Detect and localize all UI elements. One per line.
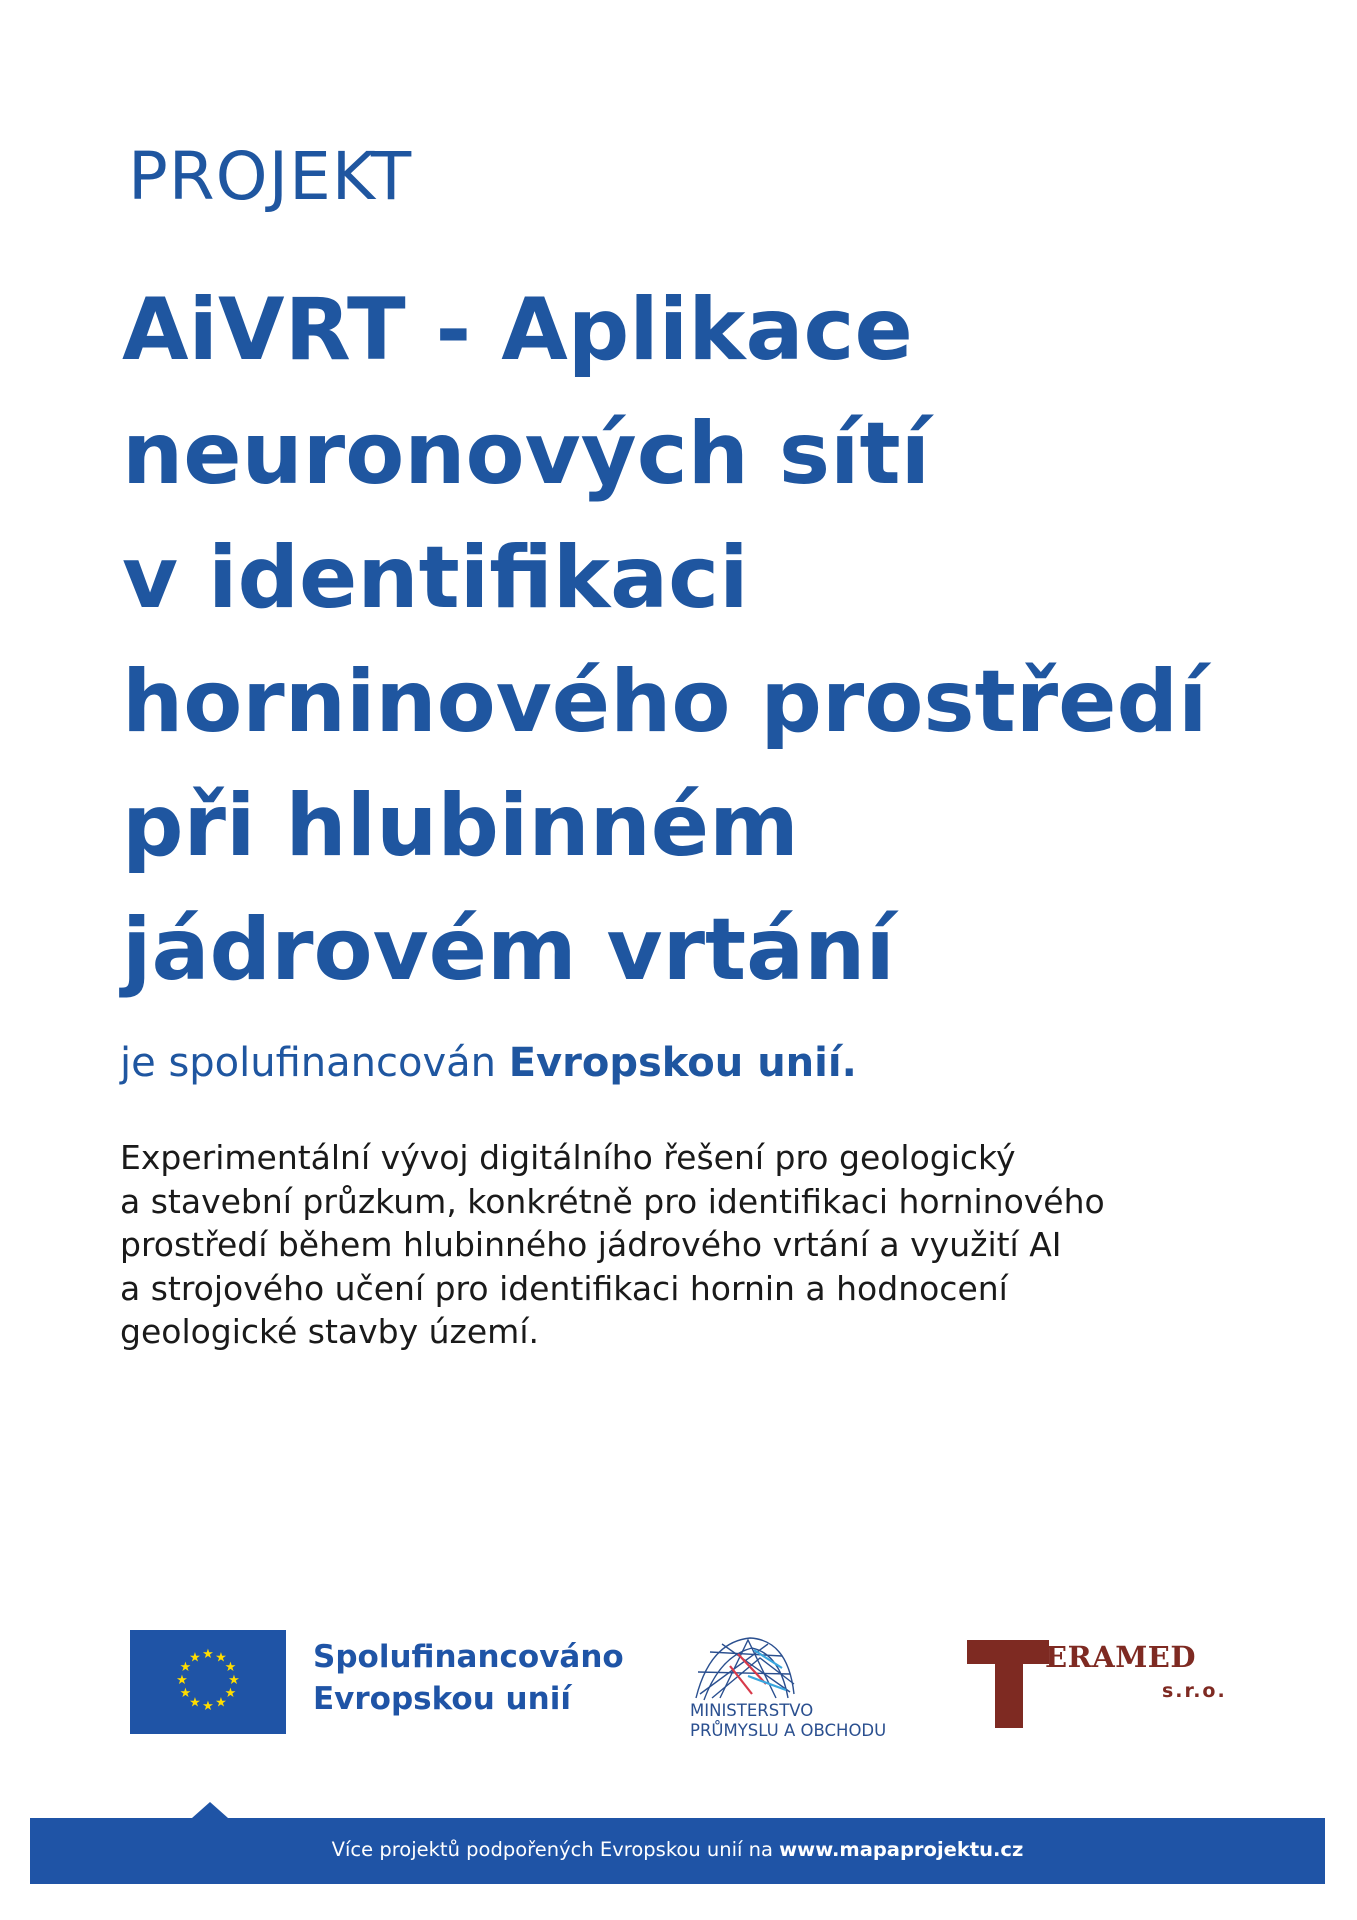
eu-flag-logo: [130, 1630, 286, 1734]
svg-text:★: ★: [202, 1647, 214, 1662]
teramed-logo: [967, 1638, 1237, 1734]
svg-text:★: ★: [189, 1650, 201, 1666]
footer-link[interactable]: www.mapaprojektu.cz: [779, 1838, 1024, 1861]
teramed-t-mark-icon: [967, 1640, 1049, 1728]
project-title: [122, 268, 1208, 1012]
svg-text:★: ★: [215, 1695, 227, 1711]
mpo-text-line: MINISTERSTVO: [690, 1701, 814, 1720]
teramed-name: ERAMED: [1045, 1640, 1197, 1674]
footer-prefix: Více projektů podpořených Evropskou unií na: [331, 1838, 773, 1861]
mpo-text-line: PRŮMYSLU A OBCHODU: [690, 1721, 887, 1740]
eu-cofinanced-text: [313, 1636, 624, 1720]
svg-text:★: ★: [202, 1699, 214, 1714]
svg-text:★: ★: [215, 1650, 227, 1666]
svg-text:★: ★: [224, 1686, 237, 1701]
title-line: v identifikaci: [122, 528, 749, 628]
title-line: neuronových sítí: [122, 404, 931, 504]
description-line: a stavební průzkum, konkrétně pro identifikaci horninového: [120, 1181, 1105, 1221]
cofinancing-emphasis: Evropskou unií.: [508, 1040, 857, 1086]
description-line: Experimentální vývoj digitálního řešení pro geologický: [120, 1138, 1016, 1177]
teramed-suffix: s.r.o.: [1162, 1680, 1227, 1702]
svg-text:★: ★: [189, 1695, 201, 1711]
svg-text:★: ★: [176, 1673, 188, 1688]
eu-stars-icon: [130, 1630, 286, 1734]
mpo-logo-text: [690, 1701, 886, 1741]
project-description: [120, 1136, 1240, 1354]
title-line: AiVRT - Aplikace: [122, 280, 913, 380]
mpo-globe-icon: [690, 1632, 798, 1704]
svg-text:★: ★: [179, 1660, 192, 1675]
footer-bar: [30, 1818, 1325, 1884]
title-line: horninového prostředí: [122, 652, 1208, 752]
description-line: geologické stavby území.: [120, 1312, 539, 1351]
svg-text:★: ★: [228, 1673, 240, 1688]
eu-text-line: Evropskou unií: [313, 1681, 571, 1717]
svg-text:★: ★: [179, 1686, 192, 1701]
eu-text-line: Spolufinancováno: [313, 1639, 624, 1675]
cofinancing-statement: [120, 1040, 857, 1086]
title-line: při hlubinném: [122, 776, 799, 876]
title-line: jádrovém vrtání: [122, 900, 895, 1000]
description-line: prostředí během hlubinného jádrového vrtání a využití AI: [120, 1225, 1062, 1264]
footer-text: [30, 1838, 1325, 1861]
description-line: a strojového učení pro identifikaci hornin a hodnocení: [120, 1268, 1008, 1308]
footer-notch: [192, 1802, 228, 1818]
project-label: PROJEKT: [128, 138, 413, 215]
cofinancing-prefix: je spolufinancován: [120, 1040, 497, 1086]
svg-text:★: ★: [224, 1660, 237, 1675]
